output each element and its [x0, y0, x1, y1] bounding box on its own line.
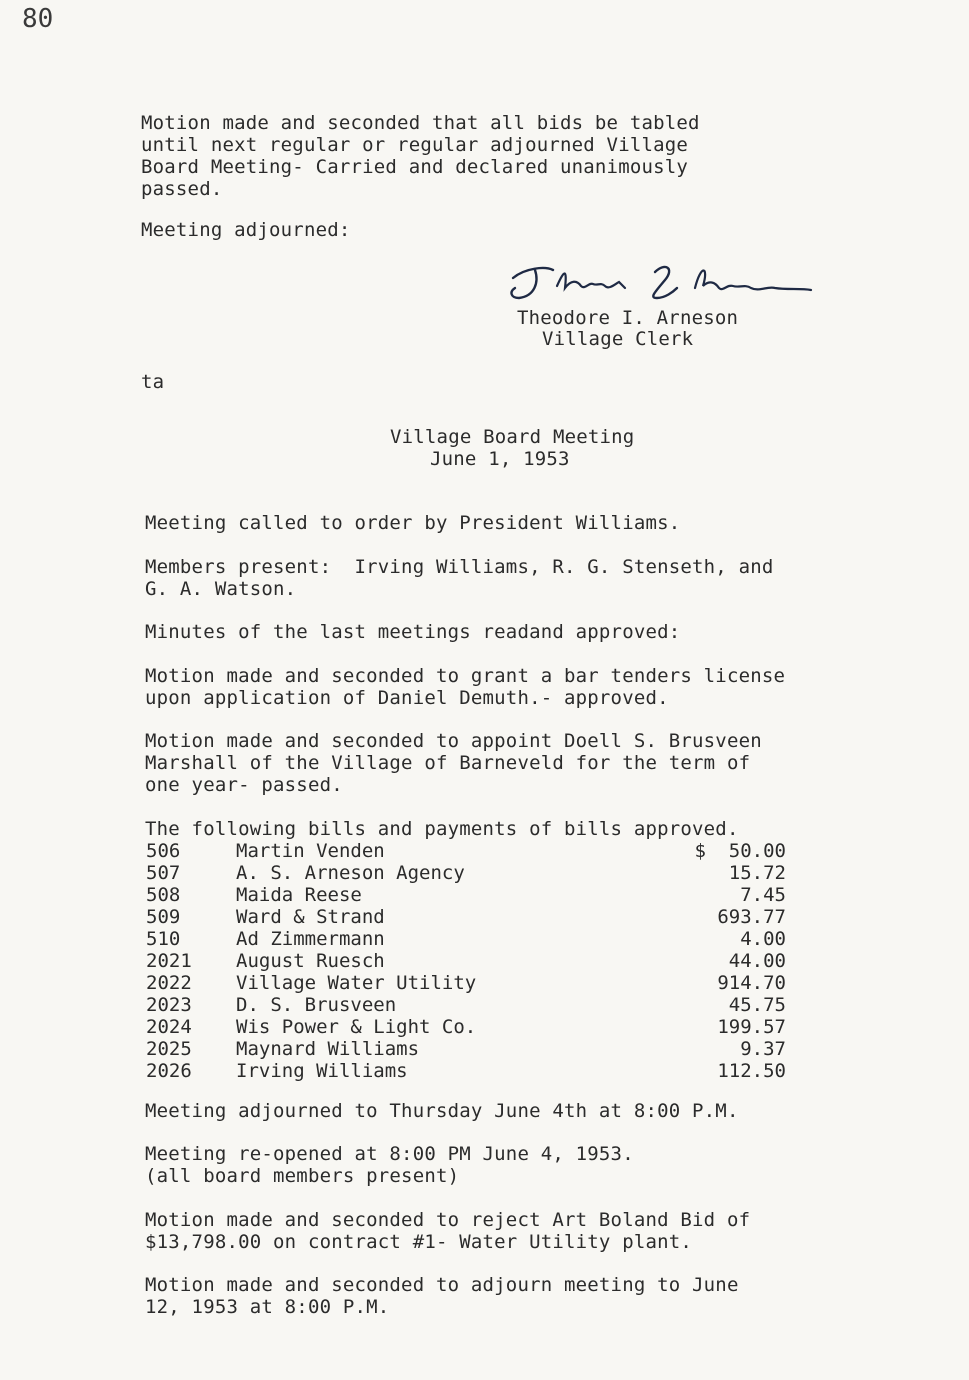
bill-amount: 4.00: [740, 928, 786, 950]
bill-payee: Village Water Utility: [236, 972, 477, 994]
signatory-title: Village Clerk: [542, 328, 694, 350]
meeting-adjourned-text: Meeting adjourned:: [141, 219, 351, 241]
bill-row: [146, 928, 786, 950]
bill-number: 2023: [146, 994, 192, 1016]
bill-number: 508: [146, 884, 181, 906]
bill-number: 2022: [146, 972, 192, 994]
bar-license-motion: Motion made and seconded to grant a bar tenders license upon application of Daniel Demuth.- approved.: [145, 665, 786, 709]
bill-number: 2024: [146, 1016, 192, 1038]
typist-initials: ta: [141, 371, 165, 393]
bill-row: [146, 1016, 786, 1038]
bill-amount: 44.00: [728, 950, 786, 972]
signature-graphic: [505, 258, 815, 308]
bill-row: [146, 840, 786, 862]
page-number: 80: [22, 4, 54, 34]
bill-amount: 7.45: [740, 884, 786, 906]
clerk-signature: [505, 258, 815, 308]
meeting-reopened: Meeting re-opened at 8:00 PM June 4, 1953. (all board members present): [145, 1143, 634, 1187]
bill-payee: Martin Venden: [236, 840, 385, 862]
bill-amount: 15.72: [728, 862, 786, 884]
bill-amount: 112.50: [717, 1060, 786, 1082]
bill-amount: 45.75: [728, 994, 786, 1016]
bill-payee: A. S. Arneson Agency: [236, 862, 465, 884]
minutes-approved: Minutes of the last meetings readand approved:: [145, 621, 681, 643]
bills-intro: The following bills and payments of bills approved.: [145, 818, 739, 840]
bill-number: 506: [146, 840, 181, 862]
bill-number: 2021: [146, 950, 192, 972]
marshall-motion: Motion made and seconded to appoint Doell S. Brusveen Marshall of the Village of Barneveld for the term of one year- passed.: [145, 730, 762, 796]
bill-row: [146, 994, 786, 1016]
bill-payee: Wis Power & Light Co.: [236, 1016, 477, 1038]
bill-amount: $ 50.00: [694, 840, 786, 862]
bill-payee: Ward & Strand: [236, 906, 385, 928]
adjourn-motion: Motion made and seconded to adjourn meeting to June 12, 1953 at 8:00 P.M.: [145, 1274, 739, 1318]
bill-row: [146, 906, 786, 928]
bill-payee: Ad Zimmermann: [236, 928, 385, 950]
adjourned-to-thursday: Meeting adjourned to Thursday June 4th at 8:00 P.M.: [145, 1100, 739, 1122]
bill-row: [146, 884, 786, 906]
bill-amount: 9.37: [740, 1038, 786, 1060]
bill-number: 2025: [146, 1038, 192, 1060]
bill-number: 2026: [146, 1060, 192, 1082]
paragraph-bids-tabled: Motion made and seconded that all bids be tabled until next regular or regular adjourned Village Board Meeting- Carried and declared unanimously passed.: [141, 112, 700, 200]
bill-number: 507: [146, 862, 181, 884]
bill-row: [146, 862, 786, 884]
members-present: Members present: Irving Williams, R. G. Stenseth, and G. A. Watson.: [145, 556, 774, 600]
bill-payee: August Ruesch: [236, 950, 385, 972]
bill-row: [146, 972, 786, 994]
reject-bid-motion: Motion made and seconded to reject Art Boland Bid of $13,798.00 on contract #1- Water Utility plant.: [145, 1209, 751, 1253]
bill-amount: 914.70: [717, 972, 786, 994]
bill-amount: 199.57: [717, 1016, 786, 1038]
bill-payee: Maynard Williams: [236, 1038, 420, 1060]
bill-amount: 693.77: [717, 906, 786, 928]
bill-number: 510: [146, 928, 181, 950]
bill-payee: Irving Williams: [236, 1060, 408, 1082]
meeting-date: June 1, 1953: [430, 448, 570, 470]
bill-row: [146, 1038, 786, 1060]
signatory-name: Theodore I. Arneson: [517, 307, 739, 329]
meeting-title: Village Board Meeting: [390, 426, 635, 448]
bill-payee: D. S. Brusveen: [236, 994, 397, 1016]
bill-number: 509: [146, 906, 181, 928]
bill-payee: Maida Reese: [236, 884, 362, 906]
bill-row: [146, 950, 786, 972]
bill-row: [146, 1060, 786, 1082]
called-to-order: Meeting called to order by President Williams.: [145, 512, 681, 534]
